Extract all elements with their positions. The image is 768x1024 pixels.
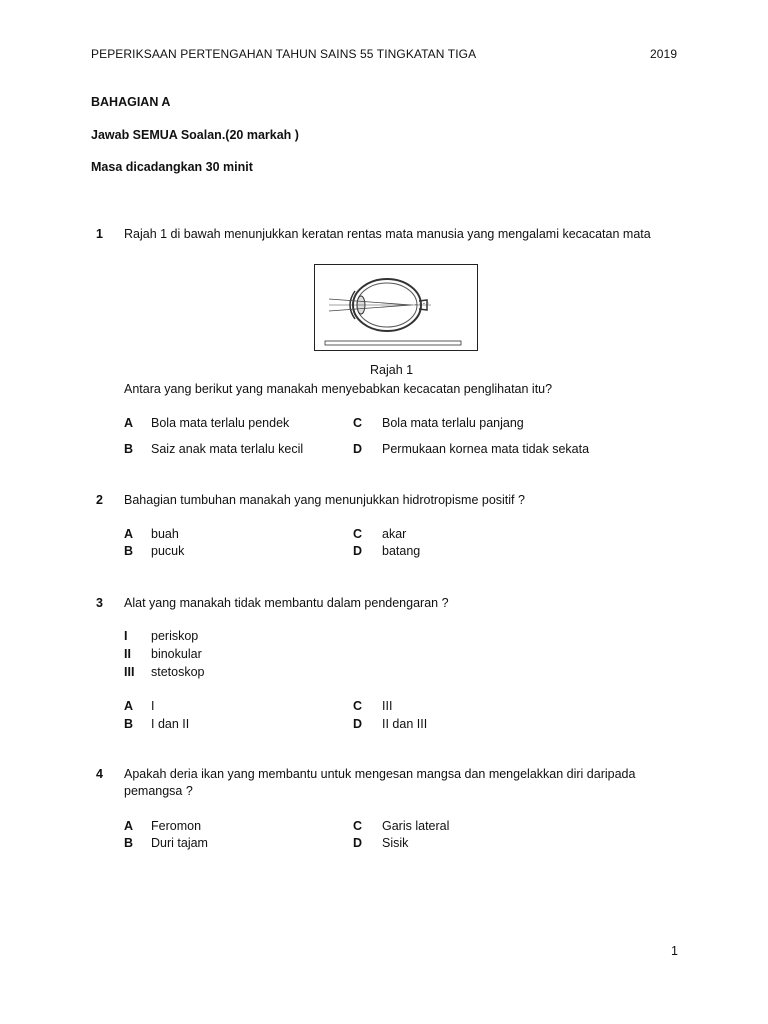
q3-statement-2-text: binokular [151, 647, 202, 661]
q3-option-d-letter: D [353, 717, 363, 731]
q1-option-a-text[interactable]: Bola mata terlalu pendek [151, 416, 290, 430]
q1-option-b-letter: B [124, 442, 134, 456]
page-number: 1 [671, 944, 678, 958]
question-1-text: Rajah 1 di bawah menunjukkan keratan rentas mata manusia yang mengalami kecacatan mata [124, 227, 651, 241]
figure-bottom-strip [325, 341, 461, 345]
q4-option-a-text[interactable]: Feromon [151, 819, 202, 833]
q2-option-d-text[interactable]: batang [382, 544, 421, 558]
q4-option-c-letter: C [353, 819, 363, 833]
question-4-text-line2: pemangsa ? [124, 784, 193, 798]
q1-option-d-letter: D [353, 442, 363, 456]
section-time: Masa dicadangkan 30 minit [91, 160, 253, 174]
q1-option-c-letter: C [353, 416, 363, 430]
q3-option-a-text[interactable]: I [151, 699, 155, 713]
q3-option-d-text[interactable]: II dan III [382, 717, 428, 731]
q3-option-b-text[interactable]: I dan II [151, 717, 190, 731]
section-title: BAHAGIAN A [91, 95, 171, 109]
question-1-subtext: Antara yang berikut yang manakah menyebabkan kecacatan penglihatan itu? [124, 382, 553, 396]
q4-option-a-letter: A [124, 819, 134, 833]
q1-option-a-letter: A [124, 416, 134, 430]
q2-option-b-letter: B [124, 544, 134, 558]
q4-option-b-letter: B [124, 836, 134, 850]
q2-option-a-letter: A [124, 527, 134, 541]
q2-option-c-letter: C [353, 527, 363, 541]
question-4-text-line1: Apakah deria ikan yang membantu untuk mengesan mangsa dan mengelakkan diri daripada [124, 767, 636, 781]
q3-option-c-letter: C [353, 699, 363, 713]
q2-option-c-text[interactable]: akar [382, 527, 407, 541]
eye-diagram-figure [314, 264, 478, 351]
q3-statement-1-text: periskop [151, 629, 199, 643]
q3-statement-1-roman: I [124, 629, 128, 643]
question-1-number: 1 [96, 227, 103, 241]
q4-option-b-text[interactable]: Duri tajam [151, 836, 208, 850]
question-2-text: Bahagian tumbuhan manakah yang menunjukkan hidrotropisme positif ? [124, 493, 525, 507]
eye-cross-section-image [315, 265, 477, 350]
question-4-number: 4 [96, 767, 103, 781]
q3-statement-3-text: stetoskop [151, 665, 205, 679]
section-instruction: Jawab SEMUA Soalan.(20 markah ) [91, 128, 299, 142]
q3-statement-3-roman: III [124, 665, 135, 679]
question-2-number: 2 [96, 493, 103, 507]
q1-option-b-text[interactable]: Saiz anak mata terlalu kecil [151, 442, 304, 456]
q4-option-d-text[interactable]: Sisik [382, 836, 409, 850]
q2-option-a-text[interactable]: buah [151, 527, 179, 541]
q3-option-b-letter: B [124, 717, 134, 731]
q1-option-d-text[interactable]: Permukaan kornea mata tidak sekata [382, 442, 590, 456]
light-ray-bottom [329, 305, 411, 311]
figure-caption: Rajah 1 [370, 363, 414, 377]
q4-option-d-letter: D [353, 836, 363, 850]
light-ray-top [329, 299, 411, 305]
q2-option-b-text[interactable]: pucuk [151, 544, 185, 558]
q4-option-c-text[interactable]: Garis lateral [382, 819, 450, 833]
exam-year: 2019 [650, 47, 678, 61]
q2-option-d-letter: D [353, 544, 363, 558]
q3-option-a-letter: A [124, 699, 134, 713]
exam-header-title: PEPERIKSAAN PERTENGAHAN TAHUN SAINS 55 TINGKATAN TIGA [91, 47, 477, 61]
question-3-number: 3 [96, 596, 103, 610]
q3-option-c-text[interactable]: III [382, 699, 393, 713]
q3-statement-2-roman: II [124, 647, 131, 661]
q1-option-c-text[interactable]: Bola mata terlalu panjang [382, 416, 524, 430]
question-3-text: Alat yang manakah tidak membantu dalam pendengaran ? [124, 596, 449, 610]
